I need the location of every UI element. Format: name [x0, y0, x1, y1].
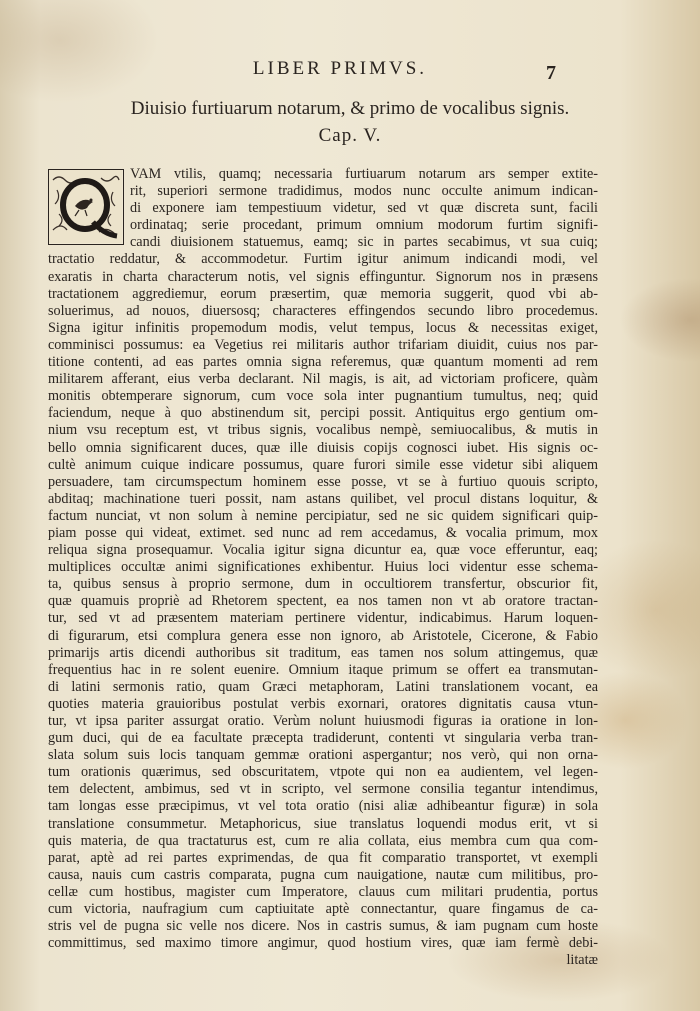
- chapter-title: Diuisio furtiuarum notarum, & primo de vocalibus signis.: [130, 98, 570, 119]
- text-line: multiplices occultæ animi significationes exhibentur. Huius loci videntur esse schema-: [48, 559, 598, 576]
- catchword: litatæ: [566, 952, 598, 969]
- text-line: quoties materia grauioribus postulat verbis exornari, oratores dignitatis causa vtun-: [48, 695, 598, 712]
- text-line: titione contenti, ad eas partes omnia signa referemus, quæ quantum momenti ad rem: [48, 354, 598, 371]
- running-head: LIBER PRIMVS.: [252, 58, 428, 79]
- text-line: ordinataq; serie procedant, primum omnium modorum furtim signifi-: [130, 217, 598, 234]
- text-line: nium vsu receptum est, vt tribus signis, vocalibus nempè, semiuocalibus, & mutis in: [48, 422, 598, 439]
- text-line: ta, quibus sensus à proprio sermone, dum in occultiorem transfertur, obscurior fit,: [48, 576, 598, 593]
- text-line: cum victoria, naufragium cum captiuitate aptè connectantur, quare fingamus de ca-: [48, 901, 598, 918]
- text-line: cellæ cum hostibus, magister cum Imperatore, clauus cum militari prudentia, portus: [48, 883, 598, 900]
- text-line: piam posse qui videat, extimet. sed nunc ad rem accedamus, & vocalia primum, mox: [48, 524, 598, 541]
- text-line: tur, sed vt ad præsentem materiam pertinere videntur, indicabimus. Harum loquen-: [48, 610, 598, 627]
- text-line: abditaq; machinatione tueri possit, nam astans quilibet, vel procul distans loquitur, &: [48, 490, 598, 507]
- text-line: cultè animum cuique indicare possumus, quare furori simile esse videtur sibi aliquem: [48, 456, 598, 473]
- text-line: factum nunciat, vt non solum à nemine percipiatur, sed ne sic quidem significari quip-: [48, 507, 598, 524]
- text-line: slata solum suis locis tanquam gemmæ orationi aspergantur; nos verò, qui non orna-: [48, 747, 598, 764]
- text-line: committimus, sed maximo timore angimur, quod hostium vires, quæ iam fermè debi-: [48, 935, 598, 952]
- text-line: exaratis in charta characterum notis, vel signis effinguntur. Signorum nos in præsens: [48, 268, 598, 285]
- text-line: gum duci, qui de ea facultate præcepta tradiderunt, contenti vt singularia verba tran-: [48, 730, 598, 747]
- text-line: di exponere iam tempestiuum videtur, sed vt quæ discreta sunt, facili: [130, 200, 598, 217]
- text-line: rit, superiori sermone tradidimus, modos nunc occulte animum indican-: [130, 183, 598, 200]
- text-line: di latini sermonis ratio, quam Græci metaphoram, Latini translationem vocant, ea: [48, 678, 598, 695]
- text-line: primarijs artis dicendi authoribus sit traditum, eas tamen nos solum attingemus, quæ: [48, 644, 598, 661]
- text-line: faciendum, neque à quo abstinendum sit, percipi possit. Antiquitus ergo gentium om-: [48, 405, 598, 422]
- text-line: translatione consummetur. Metaphoricus, siue translatus loquendi modus erit, vt si: [48, 815, 598, 832]
- text-line: candi diuisionem statuemus, eamq; sic in partes secabimus, vt sua cuiq;: [130, 234, 598, 251]
- page-number: 7: [546, 62, 556, 84]
- text-line: quis materia, de qua tractaturus est, cum re alia collata, eius membra cum qua com-: [48, 832, 598, 849]
- text-line: tractatio reddatur, & accommodetur. Furtim igitur animum indicandi modi, vel: [48, 251, 598, 268]
- text-line: Signa igitur infinitis propemodum modis, velut tempus, locus & necessitas exiget,: [48, 319, 598, 336]
- text-line: tum orationis quærimus, sed obscuritatem, vtpote qui non ea audientem, vel legen-: [48, 764, 598, 781]
- text-line: bello omnia significarent duces, quæ ille diuisis copijs cognosci iubet. His signis oc-: [48, 439, 598, 456]
- text-line: di figurarum, etsi complura genera esse non ignoro, ab Aristotele, Cicerone, & Fabio: [48, 627, 598, 644]
- text-line: tam longas esse præcipimus, vt vel tota oratio (nisi aliæ adhibeantur figuræ) in sola: [48, 798, 598, 815]
- text-line: monitis obtemperare signorum, cum voce sola inter pugnantium tumultus, neq; quid: [48, 388, 598, 405]
- text-line: stris vel de pugna sic velle nos dicere. Nos in castris sumus, & iam pugnam cum hoste: [48, 918, 598, 935]
- text-line: frequentius hac in re solent euenire. Omnium itaque primum se offert ea transmutan-: [48, 661, 598, 678]
- text-line: quæ quamuis propriè ad Rhetorem spectent, ea nos tamen non vt ab oratore tractan-: [48, 593, 598, 610]
- body-text: [48, 166, 598, 969]
- text-line: comminisci possumus: ea Vegetius rei militaris author trifariam diuidit, cuius nos par-: [48, 336, 598, 353]
- text-line: tem delectent, ambimus, sed vt in scripto, vel sermone consilia tegantur intendimus,: [48, 781, 598, 798]
- text-line: tur, vt ipsa pariter assurgat oratio. Verùm nolunt huiusmodi figuras ia oratione in lon-: [48, 713, 598, 729]
- text-line: militarem afferant, eius verba declarant. Nil magis, is ait, ad victoriam proficere, quàm: [48, 371, 598, 388]
- text-line: parat, aptè ad rei partes exprimendas, de qua fit comparatio transportet, vt exempli: [48, 849, 598, 866]
- text-line: persuadere, tam circumspectum hominem esse posse, vt se à furtiuo quouis scripto,: [48, 473, 598, 490]
- text-line: reliqua signa prosequamur. Vocalia igitur signa dicuntur ea, quæ voce efferuntur, eaq;: [48, 542, 598, 559]
- text-line: soluerimus, ad nouos, diuersosq; characteres effingendos secundo libro procedemus.: [48, 302, 598, 319]
- text-line: tractationem aggrediemur, eorum præsertim, quæ memoria suggerit, quod vbi ab-: [48, 285, 598, 302]
- text-line: VAM vtilis, quamq; necessaria furtiuarum notarum ars semper extite-: [130, 166, 598, 182]
- text-line: causa, nauis cum castris comparata, pugna cum nauigatione, nautæ cum militibus, pro-: [48, 866, 598, 883]
- chapter-number: Cap. V.: [318, 125, 382, 146]
